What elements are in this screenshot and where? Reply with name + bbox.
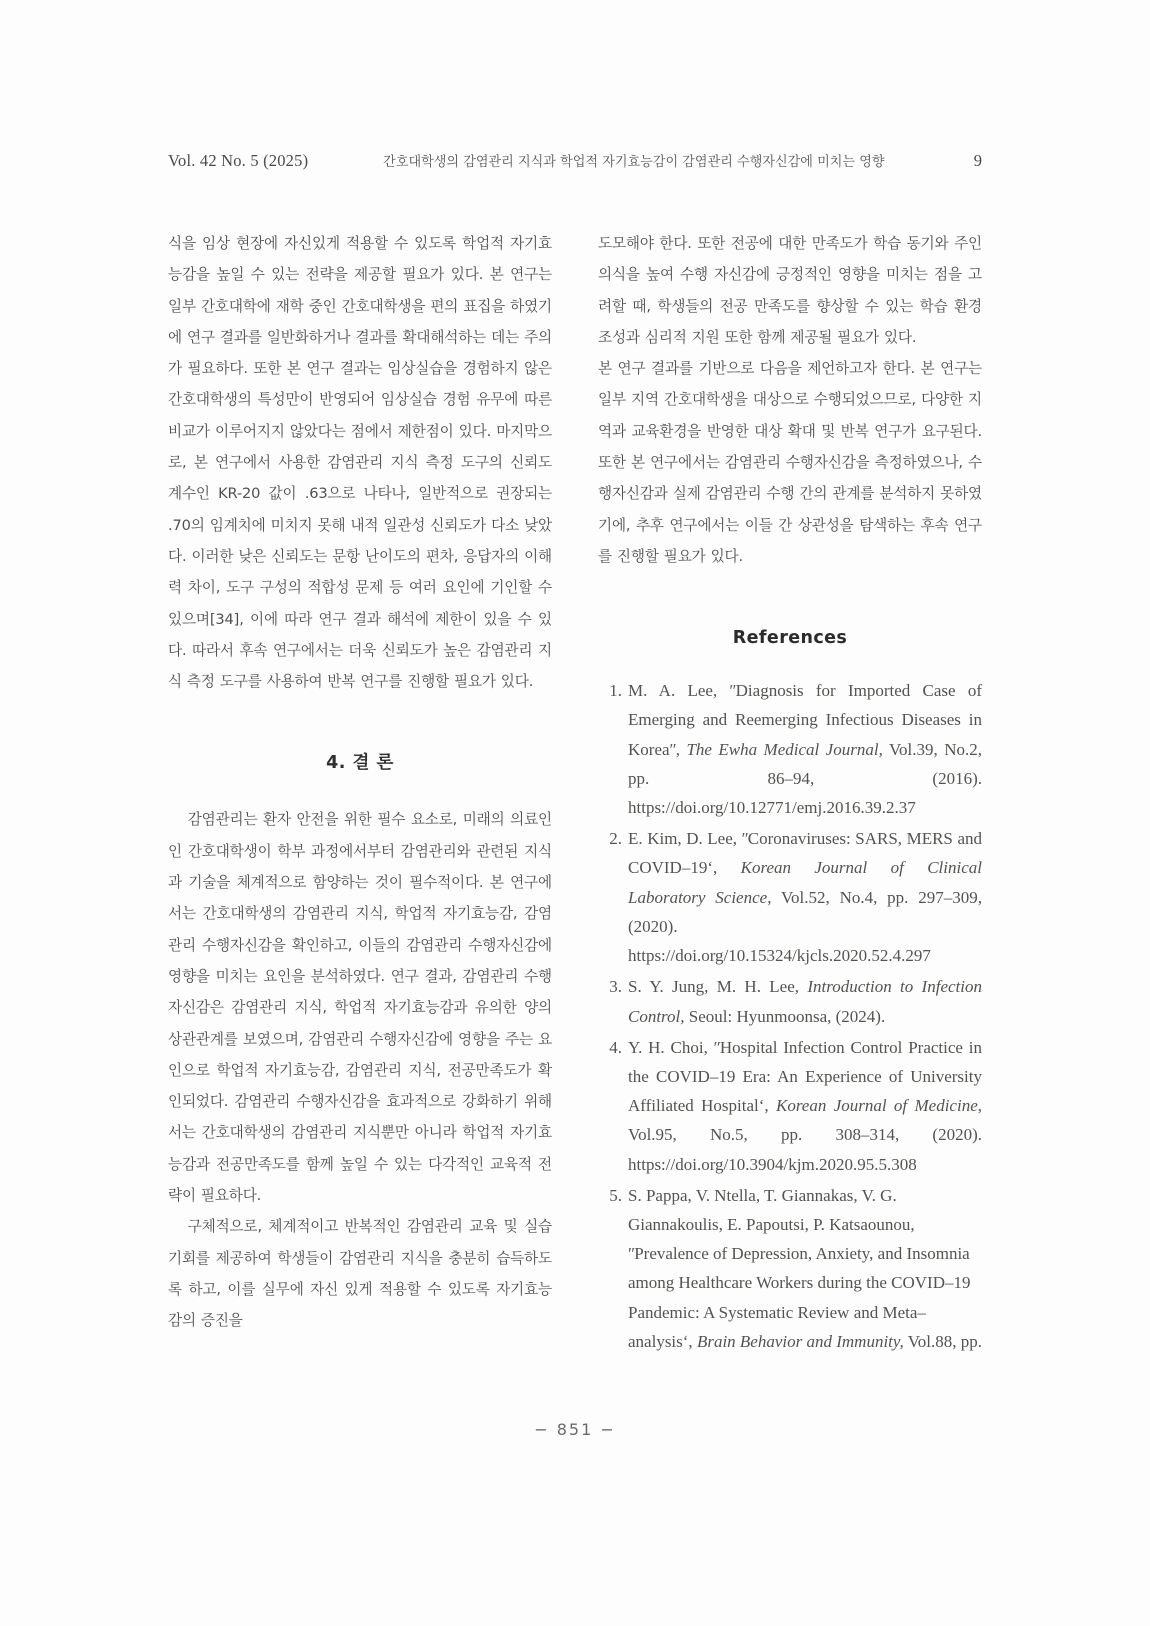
running-head-page-label: 9 [973, 151, 982, 170]
reference-number: 1. [609, 681, 622, 701]
page-footer: − 851 − [534, 1420, 616, 1439]
reference-text: Seoul: Hyunmoonsa, (2024). [684, 1006, 886, 1026]
reference-item [598, 1033, 982, 1179]
reference-source-title: Korean Journal of Medicine, [775, 1096, 982, 1116]
reference-text: Vol.95, No.5, pp. 308‒314, (2020). https://doi.org/10.3904/kjm.2020.95.5.308 [628, 1125, 982, 1174]
reference-source-title: Korean Journal of Clinical Laboratory Science [628, 858, 982, 907]
right-paragraph-suggestion: 본 연구 결과를 기반으로 다음을 제언하고자 한다. 본 연구는 일부 지역 간호대학생을 대상으로 수행되었으므로, 다양한 지역과 교육환경을 반영한 대상 확대 및 반복 연구가 요구된다. 또한 본 연구에서는 감염관리 수행자신감을 측정하였으나, 수행자신감과 실제 감염관리 수행 간의 관계를 분석하지 못하였기에, 추후 연구에서는 이들 간 상관성을 탐색하는 후속 연구를 진행할 필요가 있다. [598, 360, 982, 565]
reference-item [598, 972, 982, 1030]
left-paragraph-continued: 식을 임상 현장에 자신있게 적용할 수 있도록 학업적 자기효능감을 높일 수 있는 전략을 제공할 필요가 있다. 본 연구는 일부 간호대학에 재학 중인 간호대학생을 편의 표집을 하였기에 연구 결과를 일반화하거나 결과를 확대해석하는 데는 주의가 필요하다. 또한 본 연구 결과는 임상실습을 경험하지 않은 간호대학생의 특성만이 반영되어 임상실습 경험 유무에 따른 비교가 이루어지지 않았다는 점에서 제한점이 있다. 마지막으로, 본 연구에서 사용한 감염관리 지식 측정 도구의 신뢰도 계수인 KR-20 값이 .63으로 나타나, 일반적으로 권장되는 .70의 임계치에 미치지 못해 내적 일관성 신뢰도가 다소 낮았다. 이러한 낮은 신뢰도는 문항 난이도의 편차, 응답자의 이해력 차이, 도구 구성의 적합성 문제 등 여러 요인에 기인할 수 있으며[34], 이에 따라 연구 결과 해석에 제한이 있을 수 있다. 따라서 후속 연구에서는 더욱 신뢰도가 높은 감염관리 지식 측정 도구를 사용하여 반복 연구를 진행할 필요가 있다. [168, 235, 552, 691]
reference-list [598, 676, 982, 1356]
right-paragraph-continued: 도모해야 한다. 또한 전공에 대한 만족도가 학습 동기와 주인의식을 높여 수행 자신감에 긍정적인 영향을 미치는 점을 고려할 때, 학생들의 전공 만족도를 향상할 수 있는 학습 환경 조성과 심리적 지원 또한 함께 제공될 필요가 있다. [598, 235, 982, 346]
reference-text: S. Pappa, V. Ntella, T. Giannakas, V. G. Giannakoulis, E. Papoutsi, P. Katsaounou, ʺPrevalence of Depression, Anxiety, and Insomnia among Healthcare Workers during the COVID‒19 Pandemic: A Systematic Review and Meta‒analysisʻ, [628, 1185, 971, 1351]
reference-number: 2. [609, 829, 622, 849]
reference-text: E. Kim, D. Lee, ʺCoronaviruses: SARS, MERS and COVID‒19ʻ, [628, 829, 982, 878]
reference-source-title: Introduction to Infection Control, [628, 977, 982, 1026]
reference-source-title: The Ewha Medical Journal, [686, 739, 883, 759]
conclusion-paragraph-1: 감염관리는 환자 안전을 위한 필수 요소로, 미래의 의료인인 간호대학생이 학부 과정에서부터 감염관리와 관련된 지식과 기술을 체계적으로 함양하는 것이 필수적이다. 본 연구에서는 간호대학생의 감염관리 지식, 학업적 자기효능감, 감염관리 수행자신감을 확인하고, 이들의 감염관리 수행자신감에 영향을 미치는 요인을 분석하였다. 연구 결과, 감염관리 수행자신감은 감염관리 지식, 학업적 자기효능감과 유의한 양의 상관관계를 보였으며, 감염관리 수행자신감에 영향을 주는 요인으로 학업적 자기효능감, 감염관리 지식, 전공만족도가 확인되었다. 감염관리 수행자신감을 효과적으로 강화하기 위해서는 간호대학생의 감염관리 지식뿐만 아니라 학업적 자기효능감과 전공만족도를 함께 높일 수 있는 다각적인 교육적 전략이 필요하다. [168, 811, 552, 1205]
reference-item [598, 676, 982, 822]
reference-text: S. Y. Jung, M. H. Lee, [628, 977, 808, 997]
reference-item [598, 1181, 982, 1356]
body-columns [168, 228, 982, 1358]
left-column [168, 228, 552, 1358]
reference-source-title: Brain Behavior and Immunity, [696, 1331, 904, 1351]
reference-number: 4. [609, 1037, 622, 1057]
section-heading-conclusion: 4. 결 론 [326, 753, 394, 774]
reference-text: M. A. Lee, ʺDiagnosis for Imported Case of Emerging and Reemerging Infectious Diseases in Koreaʺ, [628, 681, 982, 759]
conclusion-paragraph-2: 구체적으로, 체계적이고 반복적인 감염관리 교육 및 실습 기회를 제공하여 학생들이 감염관리 지식을 충분히 습득하도록 하고, 이를 실무에 자신 있게 적용할 수 있도록 자기효능감의 증진을 [168, 1218, 552, 1330]
reference-text: , Vol.52, No.4, pp. 297‒309, (2020). https://doi.org/10.15324/kjcls.2020.52.4.297 [628, 887, 983, 966]
reference-number: 3. [609, 977, 622, 997]
reference-text: Vol.39, No.2, pp. 86‒94, (2016). https://doi.org/10.12771/emj.2016.39.2.37 [628, 739, 982, 818]
reference-text: Vol.88, pp. [903, 1331, 983, 1351]
references-heading: References [732, 628, 848, 649]
reference-text: Y. H. Choi, ʺHospital Infection Control Practice in the COVID‒19 Era: An Experience of University Affiliated Hospitalʻ, [628, 1037, 982, 1116]
running-head-volume: Vol. 42 No. 5 (2025) [168, 151, 309, 170]
running-head-title: 간호대학생의 감염관리 지식과 학업적 자기효능감이 감염관리 수행자신감에 미치는 영향 [383, 154, 885, 170]
reference-item [598, 824, 982, 970]
right-column [598, 228, 982, 1358]
reference-number: 5. [609, 1185, 622, 1205]
running-head [168, 150, 982, 176]
